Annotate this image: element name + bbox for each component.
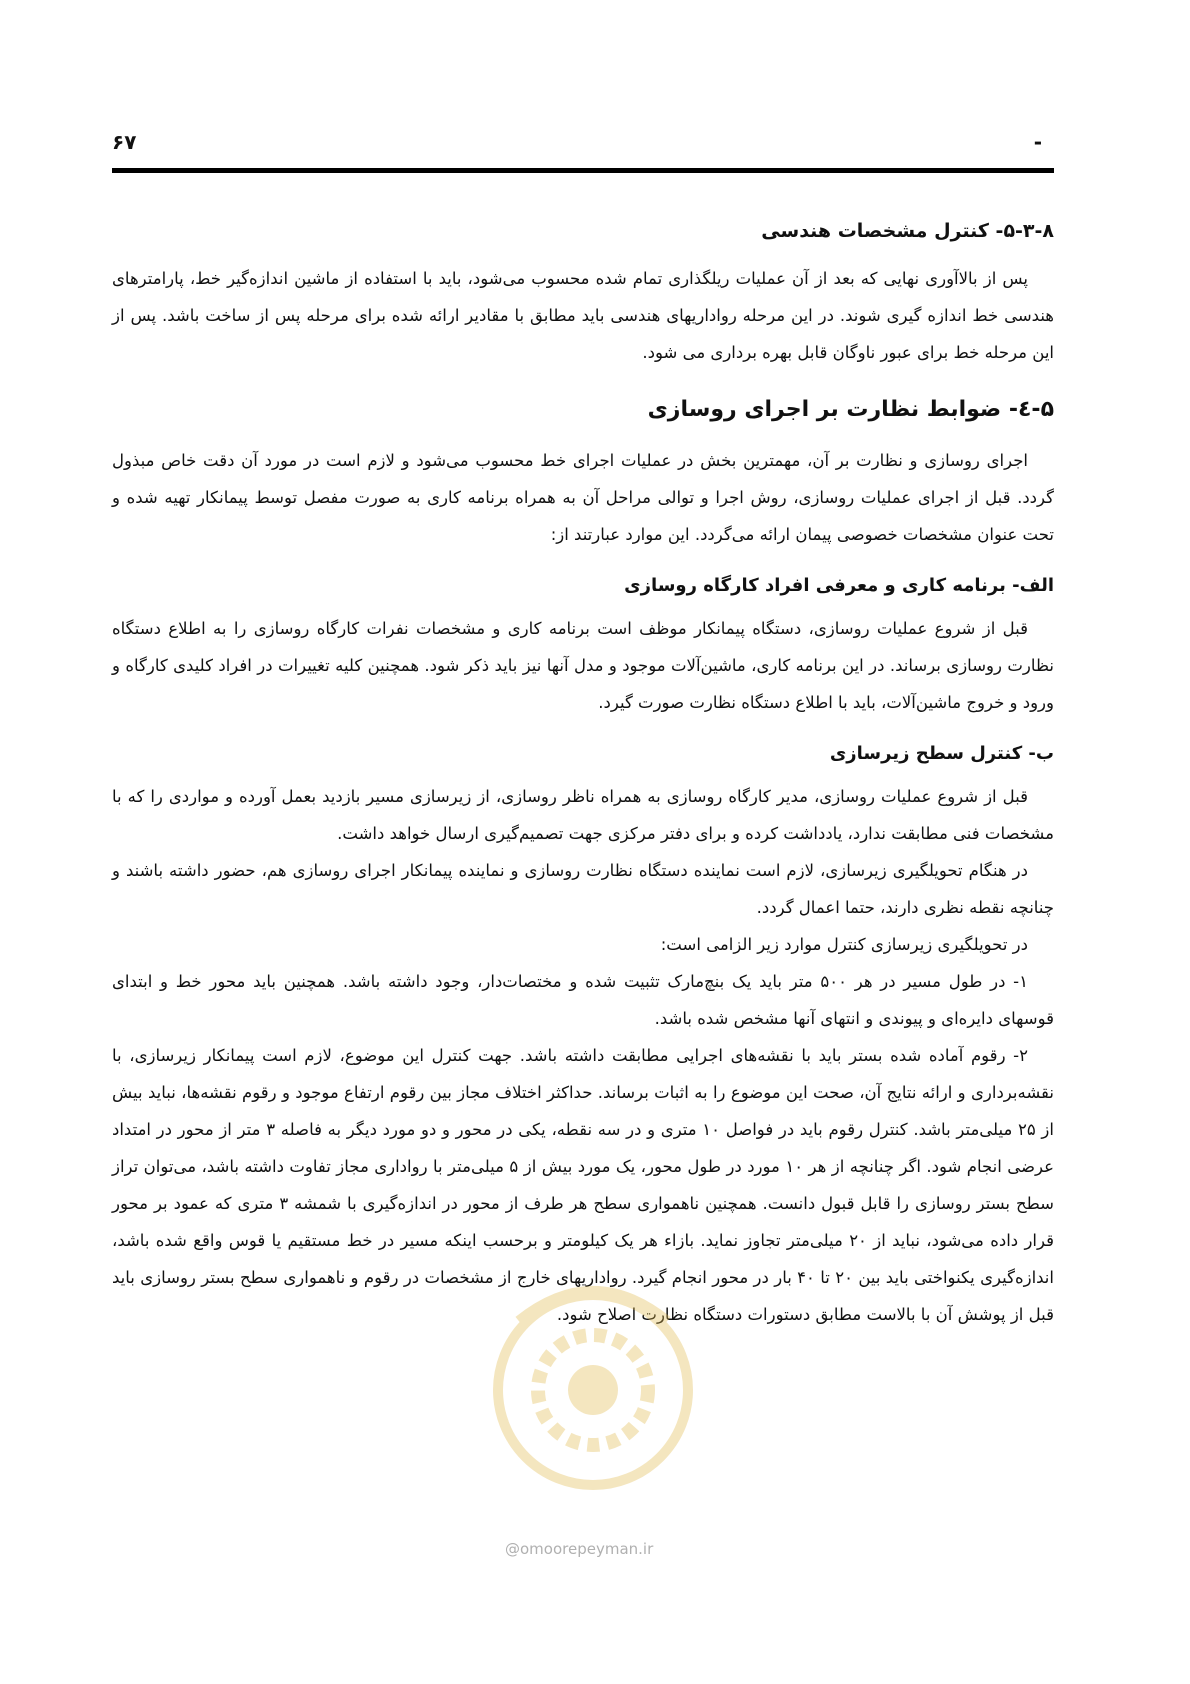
paragraph: در هنگام تحویلگیری زیرسازی، لازم است نماینده دستگاه نظارت روسازی و نماینده پیمانکار اجرای روسازی هم، حضور داشته باشند و چنانچه نقطه نظری دارند، حتما اعمال گردد.	[112, 861, 1054, 917]
list-item: ۲- رقوم آماده شده بستر باید با نقشه‌های اجرایی مطابقت داشته باشد. جهت کنترل این موضوع، لازم است پیمانکار زیرسازی، با نقشه‌برداری و ارائه نتایج آن، صحت این موضوع را به اثبات برساند. حداکثر اختلاف مجاز بین رقوم ارتفاع موجود و رقوم نقشه‌ها، نباید بیش از ۲۵ میلی‌متر باشد. کنترل رقوم باید در فواصل ۱۰ متری و در سه نقطه، یکی در محور و دو مورد دیگر به فاصله ۳ متر از محور در امتداد عرضی انجام شود. اگر چنانچه از هر ۱۰ مورد در طول محور، یک مورد بیش از ۵ میلی‌متر با رواداری مجاز تفاوت داشته باشد، می‌توان تراز سطح بستر روسازی را قابل قبول دانست. همچنین ناهمواری سطح هر طرف از محور در اندازه‌گیری با شمشه ۳ متری که عمود بر محور قرار داده می‌شود، نباید از ۲۰ میلی‌متر تجاوز نماید. بازاء هر یک کیلومتر و برحسب اینکه مسیر در خط مستقیم یا قوس واقع شده باشد، اندازه‌گیری یکنواختی باید بین ۲۰ تا ۴۰ بار در محور انجام گیرد. رواداریهای خارج از مشخصات در رقوم و ناهمواری سطح بستر روسازی باید قبل از پوشش آن با بالاست مطابق دستورات دستگاه نظارت اصلاح شود.	[112, 1046, 1055, 1324]
paragraph: در تحویلگیری زیرسازی کنترل موارد زیر الزامی است:	[660, 935, 1028, 954]
section-heading-superstructure-supervision: ۵-٤- ضوابط نظارت بر اجرای روسازی	[647, 397, 1054, 422]
paragraph: اجرای روسازی و نظارت بر آن، مهمترین بخش در عملیات اجرای خط محسوب می‌شود و لازم است در مورد آن دقت خاص مبذول گردد. قبل از اجرای عملیات روسازی، روش اجرا و توالی مراحل آن به همراه برنامه کاری به صورت مفصل توسط پیمانکار تهیه شده و تحت عنوان مشخصات خصوصی پیمان ارائه می‌گردد. این موارد عبارتند از:	[112, 451, 1054, 544]
paragraph: پس از بالاآوری نهایی که بعد از آن عملیات ریلگذاری تمام شده محسوب می‌شود، باید با استفاده از ماشین اندازه‌گیر خط، پارامترهای هندسی خط اندازه گیری شوند. در این مرحله رواداریهای هندسی باید مطابق با مقادیر ارائه شده برای مرحله پس از ساخت باشد. پس از این مرحله خط برای عبور ناوگان قابل بهره برداری می شود.	[112, 269, 1054, 362]
header-rule	[112, 168, 1054, 173]
page-content	[112, 200, 1054, 1333]
page-number: ۶۷	[112, 130, 137, 154]
page-header	[112, 120, 1042, 170]
subheading-substructure-control: ب- کنترل سطح زیرسازی	[829, 743, 1054, 764]
watermark-site: @omoorepeyman.ir	[505, 1540, 654, 1558]
paragraph: قبل از شروع عملیات روسازی، دستگاه پیمانکار موظف است برنامه کاری و مشخصات نفرات کارگاه روسازی را به اطلاع دستگاه نظارت روسازی برساند. در این برنامه کاری، ماشین‌آلات موجود و مدل آنها نیز باید ذکر شود. همچنین کلیه تغییرات در افراد کلیدی کارگاه و ورود و خروج ماشین‌آلات، باید با اطلاع دستگاه نظارت صورت گیرد.	[112, 619, 1054, 712]
subheading-work-program: الف- برنامه کاری و معرفی افراد کارگاه روسازی	[624, 575, 1054, 596]
watermark-logo	[478, 1260, 708, 1530]
list-item: ۱- در طول مسیر در هر ۵۰۰ متر باید یک بنچ‌مارک تثبیت شده و مختصات‌دار، وجود داشته باشد. همچنین باید محور خط و ابتدای قوسهای دایره‌ای و پیوندی و انتهای آنها مشخص شده باشد.	[112, 972, 1054, 1028]
section-heading-geometry-control: ۵-۳-۸- کنترل مشخصات هندسی	[761, 220, 1054, 242]
paragraph: قبل از شروع عملیات روسازی، مدیر کارگاه روسازی به همراه ناظر روسازی، از زیرسازی مسیر بازدید بعمل آورده و مواردی را که با مشخصات فنی مطابقت ندارد، یادداشت کرده و برای دفتر مرکزی جهت تصمیم‌گیری ارسال خواهد داشت.	[112, 787, 1054, 843]
header-dash: -	[1033, 130, 1042, 154]
